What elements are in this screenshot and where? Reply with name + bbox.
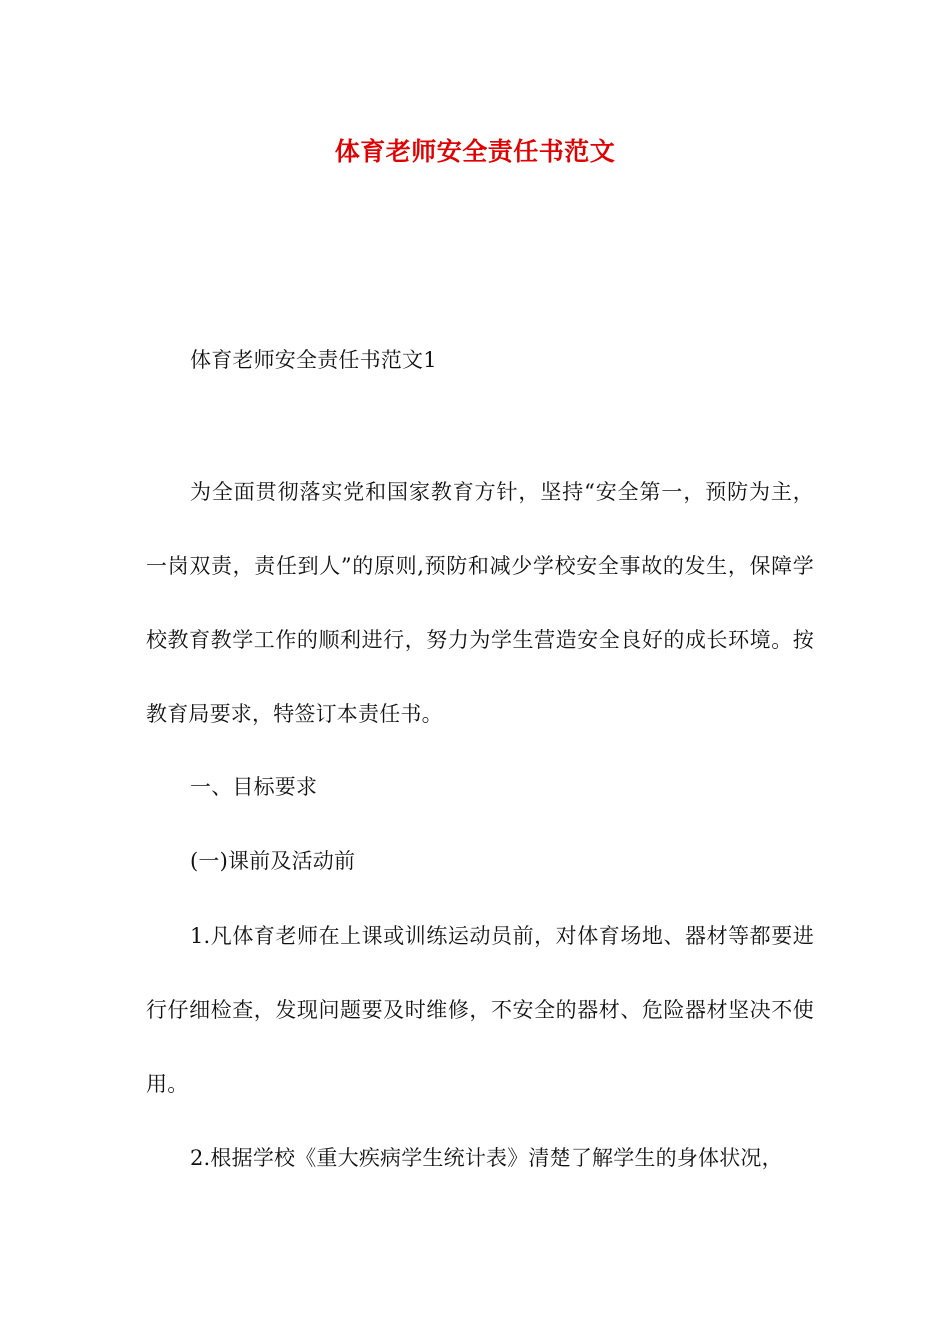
section-heading-goals <box>146 750 814 824</box>
subtitle-text: 体育老师安全责任书范文1 <box>190 348 437 372</box>
document-title: 体育老师安全责任书范文 <box>334 137 616 166</box>
section-heading-text: 一、目标要求 <box>190 775 318 799</box>
document-subtitle <box>146 323 814 397</box>
subsection-heading-before-class <box>146 824 814 898</box>
list-item-text: 2.根据学校《重大疾病学生统计表》清楚了解学生的身体状况， <box>190 1146 783 1170</box>
list-item-1 <box>146 899 814 1121</box>
intro-paragraph <box>146 455 814 751</box>
intro-text: 为全面贯彻落实党和国家教育方针，坚持“安全第一，预防为主，一岗双责，责任到人”的原则,预防和减少学校安全事故的发生，保障学校教育教学工作的顺利进行，努力为学生营造安全良好的成长环境。按教育局要求，特签订本责任书。 <box>146 480 814 726</box>
subsection-heading-text: (一)课前及活动前 <box>190 849 356 873</box>
list-item-2 <box>146 1121 814 1195</box>
list-item-text: 1.凡体育老师在上课或训练运动员前，对体育场地、器材等都要进行仔细检查，发现问题要及时维修，不安全的器材、危险器材坚决不使用。 <box>146 924 814 1096</box>
